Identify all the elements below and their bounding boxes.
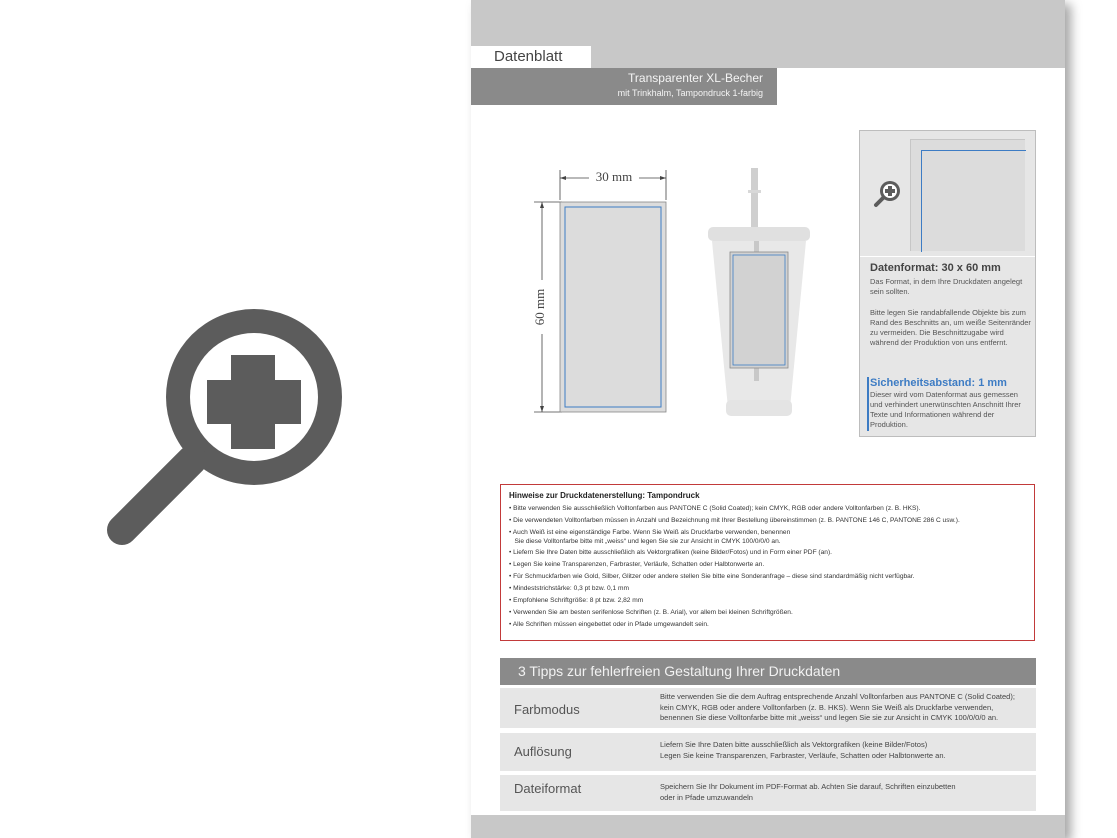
tip-text: Speichern Sie Ihr Dokument im PDF-Format ab. Achten Sie darauf, Schriften einzubetten oder in Pfade umzuwandeln <box>660 782 956 802</box>
safety-margin-title: Sicherheitsabstand: 1 mm <box>870 377 1007 389</box>
product-title: Transparenter XL-Becher <box>628 71 763 85</box>
tip-label: Dateiformat <box>514 781 582 796</box>
list-item: • Legen Sie keine Transparenzen, Farbraster, Verläufe, Schatten oder Halbtonwerte an. <box>509 561 765 569</box>
notes-list <box>509 503 1026 631</box>
tips-heading: 3 Tipps zur fehlerfreien Gestaltung Ihrer Druckdaten <box>500 658 1036 685</box>
page-header-bar <box>471 0 1065 46</box>
product-subtitle: mit Trinkhalm, Tampondruck 1-farbig <box>617 88 763 98</box>
zoom-in-icon[interactable] <box>100 300 360 560</box>
list-item: • Die verwendeten Volltonfarben müssen in Anzahl und Bezeichnung mit Ihrer Bestellung übereinstimmen (z. B. PANTONE 146 C, PANTONE 286 C usw.). <box>509 516 960 524</box>
safety-marker <box>867 377 869 431</box>
safety-margin-text: Dieser wird vom Datenformat aus gemessen und verhindert unerwünschten Anschnitt Ihrer Texte und Informationen während der Produktion. <box>870 390 1021 429</box>
tip-label: Auflösung <box>514 744 572 759</box>
format-preview <box>910 139 1025 251</box>
list-item: • Alle Schriften müssen eingebettet oder in Pfade umgewandelt sein. <box>509 620 709 628</box>
data-format-title: Datenformat: 30 x 60 mm <box>870 262 1001 274</box>
list-item: • Für Schmuckfarben wie Gold, Silber, Glitzer oder andere stellen Sie bitte eine Sonderanfrage – diese sind standardmäßig nicht verfügbar. <box>509 573 915 581</box>
data-format-infobox <box>859 130 1036 437</box>
tip-row-aufloesung <box>500 733 1036 771</box>
height-dimension-label: 60 mm <box>532 288 547 326</box>
datasheet-page <box>471 0 1065 838</box>
width-dimension-label: 30 mm <box>595 169 633 184</box>
header-strip <box>591 46 1065 68</box>
print-area-drawing <box>526 160 826 430</box>
list-item: • Liefern Sie Ihre Daten bitte ausschließlich als Vektorgrafiken (keine Bilder/Fotos) und in Form einer PDF (an). <box>509 549 832 557</box>
datasheet-tab: Datenblatt <box>471 46 591 68</box>
list-item: • Auch Weiß ist eine eigenständige Farbe. Wenn Sie Weiß als Druckfarbe verwenden, benennen Sie diese Volltonfarbe bitte mit „weiss“ und legen Sie sie zur Ansicht in CMYK 100/0/0/0 an. <box>509 528 791 546</box>
tip-label: Farbmodus <box>514 702 580 717</box>
page-footer-bar <box>471 815 1065 838</box>
data-format-text: Das Format, in dem Ihre Druckdaten angelegt sein sollten. <box>870 277 1023 296</box>
list-item: • Empfohlene Schriftgröße: 8 pt bzw. 2,82 mm <box>509 597 644 605</box>
list-item: • Mindeststrichstärke: 0,3 pt bzw. 0,1 mm <box>509 585 629 593</box>
divider <box>860 256 1035 257</box>
tip-row-dateiformat <box>500 775 1036 811</box>
notes-title: Hinweise zur Druckdatenerstellung: Tampondruck <box>509 491 700 500</box>
list-item: • Verwenden Sie am besten serifenlose Schriften (z. B. Arial), vor allem bei kleinen Schriftgrößen. <box>509 608 793 616</box>
zoom-in-icon[interactable] <box>872 178 904 210</box>
tip-text: Liefern Sie Ihre Daten bitte ausschließlich als Vektorgrafiken (keine Bilder/Fotos) Legen Sie keine Transparenzen, Farbraster, Verläufe, Schatten oder Halbtonwerte an. <box>660 740 946 760</box>
tip-text: Bitte verwenden Sie die dem Auftrag entsprechende Anzahl Volltonfarben aus PANTONE C (Solid Coated); kein CMYK, RGB oder andere Volltonfarben (z. B. HKS). Wenn Sie Weiß als Druckfarbe verwenden, benennen Sie diese Volltonfarbe bitte mit „weiss“ und legen Sie sie zur Ansicht in CMYK 100/0/0/0 an. <box>660 692 1015 722</box>
tip-row-farbmodus <box>500 688 1036 728</box>
print-notes-box <box>500 484 1035 641</box>
bleed-text: Bitte legen Sie randabfallende Objekte bis zum Rand des Beschnitts an, um weiße Seitenränder zu vermeiden. Die Beschnittzugabe wird während der Produktion von uns entfernt. <box>870 308 1031 347</box>
list-item: • Bitte verwenden Sie ausschließlich Volltonfarben aus PANTONE C (Solid Coated); kein CMYK, RGB oder andere Volltonfarben (z. B. HKS). <box>509 505 921 512</box>
